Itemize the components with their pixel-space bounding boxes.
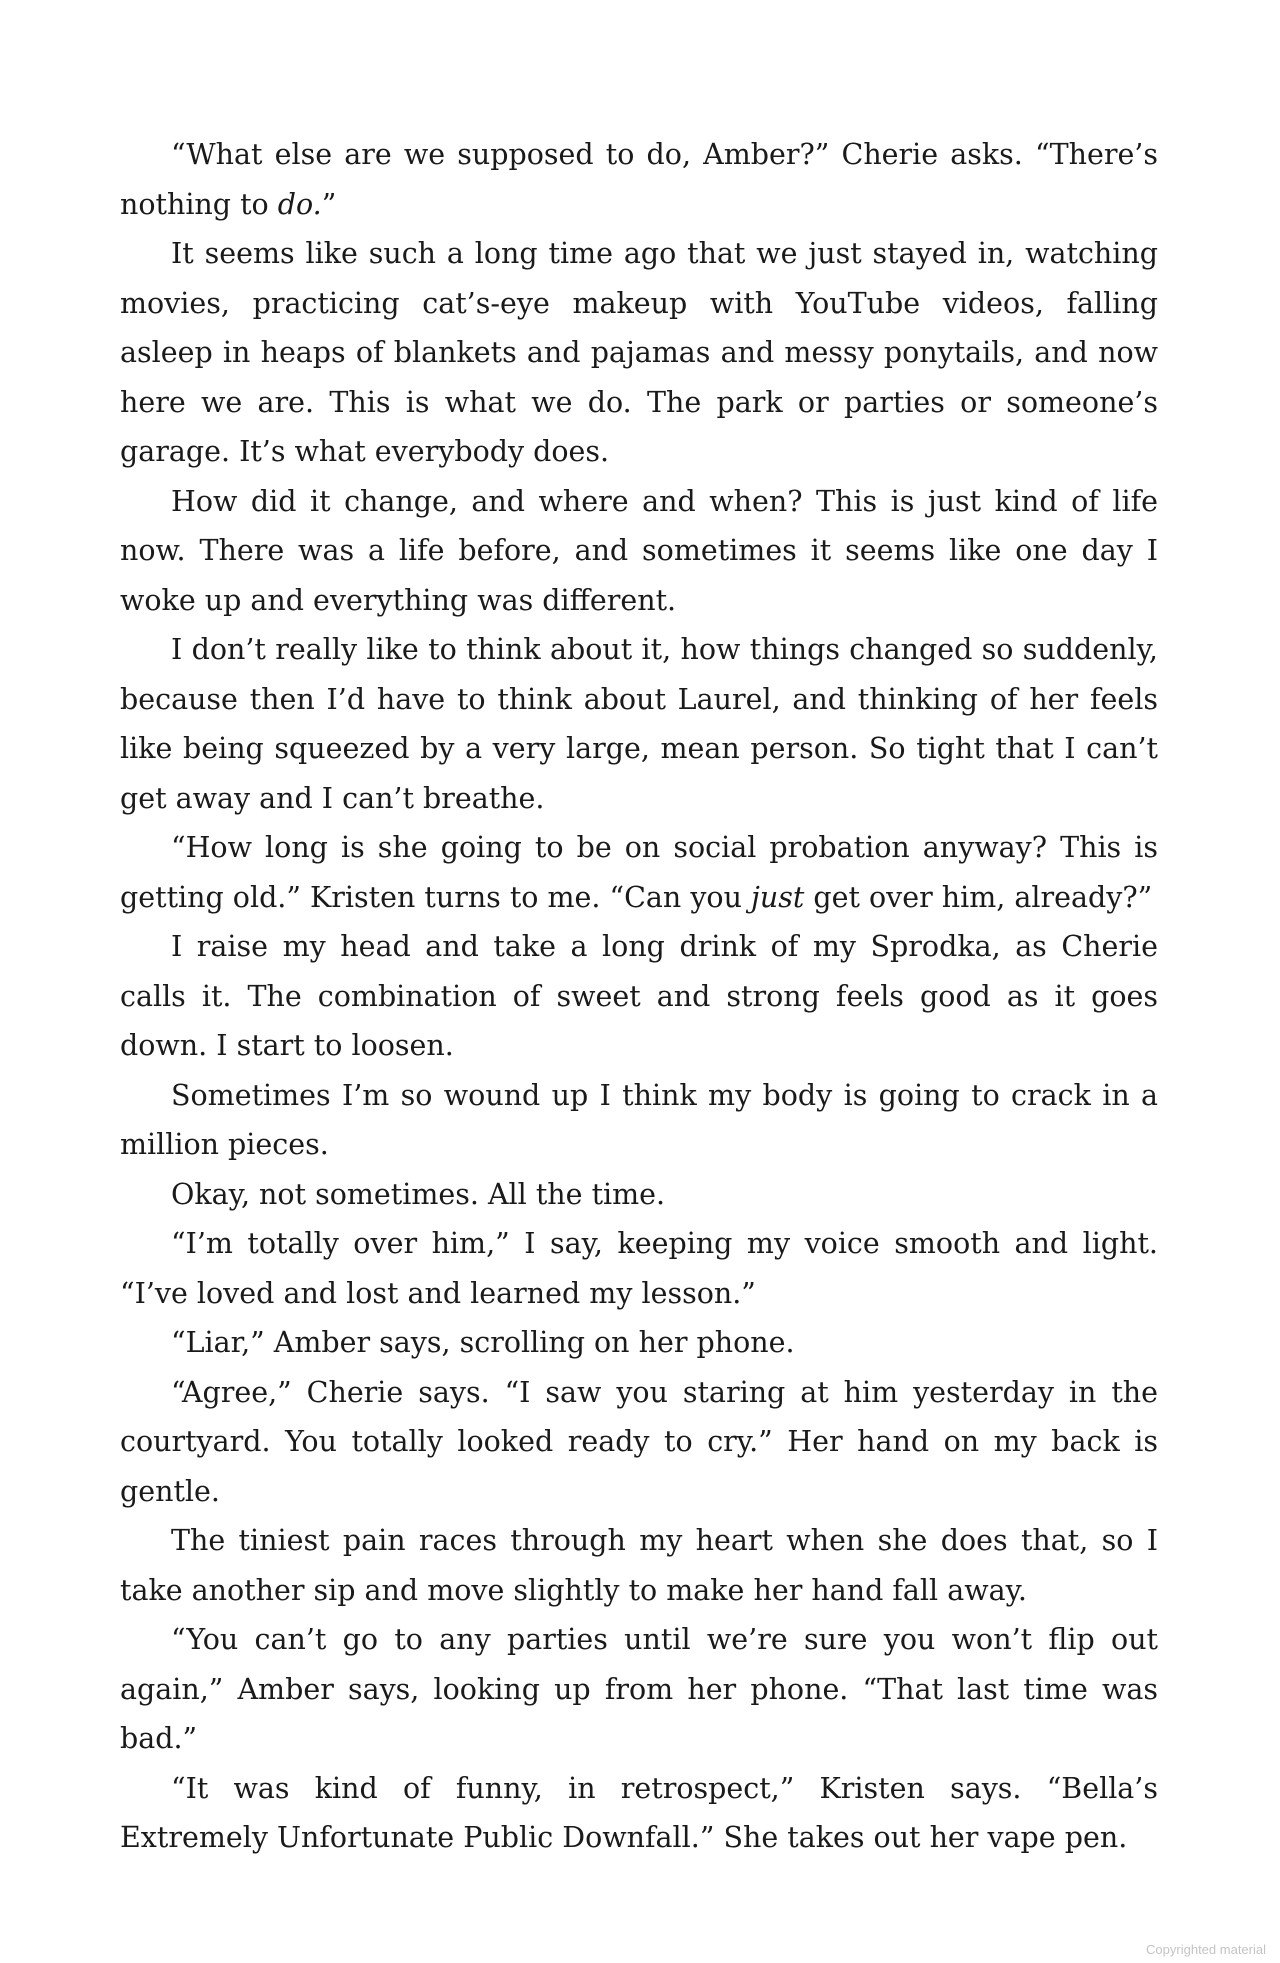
paragraph-text: “What else are we supposed to do, Amber?” Cherie asks. “There’s nothing to (120, 138, 1158, 221)
paragraph-text: ” (321, 187, 337, 221)
paragraph-text: “I’m totally over him,” I say, keeping my voice smooth and light. “I’ve loved and lost and learned my lesson.” (120, 1227, 1158, 1310)
paragraph (120, 625, 1158, 823)
paragraph-text: I don’t really like to think about it, how things changed so suddenly, because then I’d have to think about Laurel, and thinking of her feels like being squeezed by a very large, mean person. So tight that I can’t get away and I can’t breathe. (120, 633, 1158, 815)
paragraph (120, 1764, 1158, 1863)
paragraph-text: It seems like such a long time ago that we just stayed in, watching movies, practicing cat’s-eye makeup with YouTube videos, falling asleep in heaps of blankets and pajamas and messy ponytails, and now here we are. This is what we do. The park or parties or someone’s garage. It’s what everybody does. (120, 237, 1158, 468)
paragraph (120, 1516, 1158, 1615)
paragraph (120, 1071, 1158, 1170)
paragraph (120, 922, 1158, 1071)
paragraph-text: Okay, not sometimes. All the time. (171, 1177, 666, 1211)
paragraph (120, 1170, 1158, 1220)
paragraph (120, 1318, 1158, 1368)
paragraph-text: The tiniest pain races through my heart when she does that, so I take another sip and move slightly to make her hand fall away. (120, 1524, 1158, 1607)
emphasized-text: just (751, 880, 805, 914)
paragraph-text: get over him, already?” (804, 880, 1153, 914)
book-page-body (120, 130, 1158, 1863)
paragraph-text: “You can’t go to any parties until we’re sure you won’t flip out again,” Amber says, looking up from her phone. “That last time was bad.” (120, 1623, 1158, 1755)
copyright-watermark: Copyrighted material (1146, 1942, 1266, 1957)
paragraph (120, 477, 1158, 626)
paragraph-text: I raise my head and take a long drink of my Sprodka, as Cherie calls it. The combination of sweet and strong feels good as it goes down. I start to loosen. (120, 930, 1158, 1062)
paragraph-text: “It was kind of funny, in retrospect,” Kristen says. “Bella’s Extremely Unfortunate Public Downfall.” She takes out her vape pen. (120, 1771, 1158, 1854)
paragraph-text: “How long is she going to be on social probation anyway? This is getting old.” Kristen turns to me. “Can you (120, 831, 1158, 914)
emphasized-text: do. (277, 187, 322, 221)
paragraph-text: How did it change, and where and when? This is just kind of life now. There was a life before, and sometimes it seems like one day I woke up and everything was different. (120, 484, 1158, 617)
paragraph (120, 130, 1158, 229)
paragraph (120, 229, 1158, 477)
paragraph-text: “Agree,” Cherie says. “I saw you staring at him yesterday in the courtyard. You totally looked ready to cry.” Her hand on my back is gentle. (120, 1375, 1158, 1508)
paragraph (120, 1615, 1158, 1764)
paragraph (120, 1368, 1158, 1517)
paragraph-text: “Liar,” Amber says, scrolling on her phone. (171, 1326, 795, 1359)
paragraph (120, 1219, 1158, 1318)
paragraph-text: Sometimes I’m so wound up I think my body is going to crack in a million pieces. (120, 1078, 1158, 1161)
paragraph (120, 823, 1158, 922)
